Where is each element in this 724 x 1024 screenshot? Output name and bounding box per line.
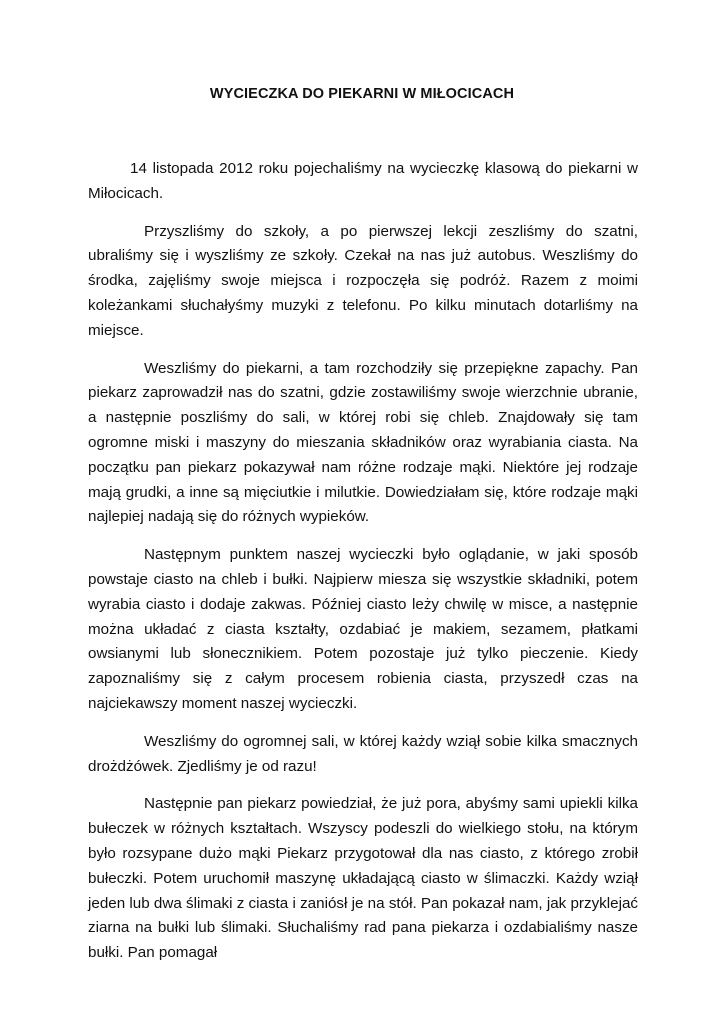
paragraph-6: Następnie pan piekarz powiedział, że już pora, abyśmy sami upiekli kilka bułeczek w różnych kształtach. Wszyscy podeszli do wielkiego stołu, na którym było rozsypane dużo mąki Piekarz przygotował dla nas ciasto, z którego zrobił bułeczki. Potem uruchomił maszynę układającą ciasto w ślimaczki. Każdy wziął jeden lub dwa ślimaki z ciasta i zaniósł je na stół. Pan pokazał nam, jak przyklejać ziarna na bułki lub ślimaki. Słuchaliśmy rad pana piekarza i ozdabialiśmy nasze bułki. Pan pomagał — [88, 795, 638, 962]
paragraph-1: 14 listopada 2012 roku pojechaliśmy na wycieczkę klasową do piekarni w Miłocicach. — [88, 160, 638, 202]
document-body — [88, 157, 638, 979]
paragraph-4: Następnym punktem naszej wycieczki było oglądanie, w jaki sposób powstaje ciasto na chleb i bułki. Najpierw miesza się wszystkie składniki, potem wyrabia ciasto i dodaje zakwas. Później ciasto leży chwilę w misce, a następnie można układać z ciasta kształty, ozdabiać je makiem, sezamem, płatkami owsianymi lub słonecznikiem. Potem pozostaje już tylko pieczenie. Kiedy zapoznaliśmy się z całym procesem robienia ciasta, przyszedł czas na najciekawszy moment naszej wycieczki. — [88, 546, 638, 712]
document-title: WYCIECZKA DO PIEKARNI W MIŁOCICACH — [209, 86, 515, 102]
paragraph-5: Weszliśmy do ogromnej sali, w której każdy wziął sobie kilka smacznych drożdżówek. Zjedliśmy je od razu! — [88, 732, 638, 775]
paragraph-3: Weszliśmy do piekarni, a tam rozchodziły się przepiękne zapachy. Pan piekarz zaprowadził nas do szatni, gdzie zostawiliśmy swoje wierzchnie ubranie, a następnie poszliśmy do sali, w której robi się chleb. Znajdowały się tam ogromne miski i maszyny do mieszania składników oraz wyrabiania ciasta. Na początku pan piekarz pokazywał nam różne rodzaje mąki. Niektóre jej rodzaje mają grudki, a inne są mięciutkie i milutkie. Dowiedziałam się, które rodzaje mąki najlepiej nadają się do różnych wypieków. — [88, 359, 638, 526]
paragraph-2: Przyszliśmy do szkoły, a po pierwszej lekcji zeszliśmy do szatni, ubraliśmy się i wyszliśmy ze szkoły. Czekał na nas już autobus. Weszliśmy do środka, zajęliśmy swoje miejsca i rozpoczęła się podróż. Razem z moimi koleżankami słuchałyśmy muzyki z telefonu. Po kilku minutach dotarliśmy na miejsce. — [88, 222, 638, 339]
